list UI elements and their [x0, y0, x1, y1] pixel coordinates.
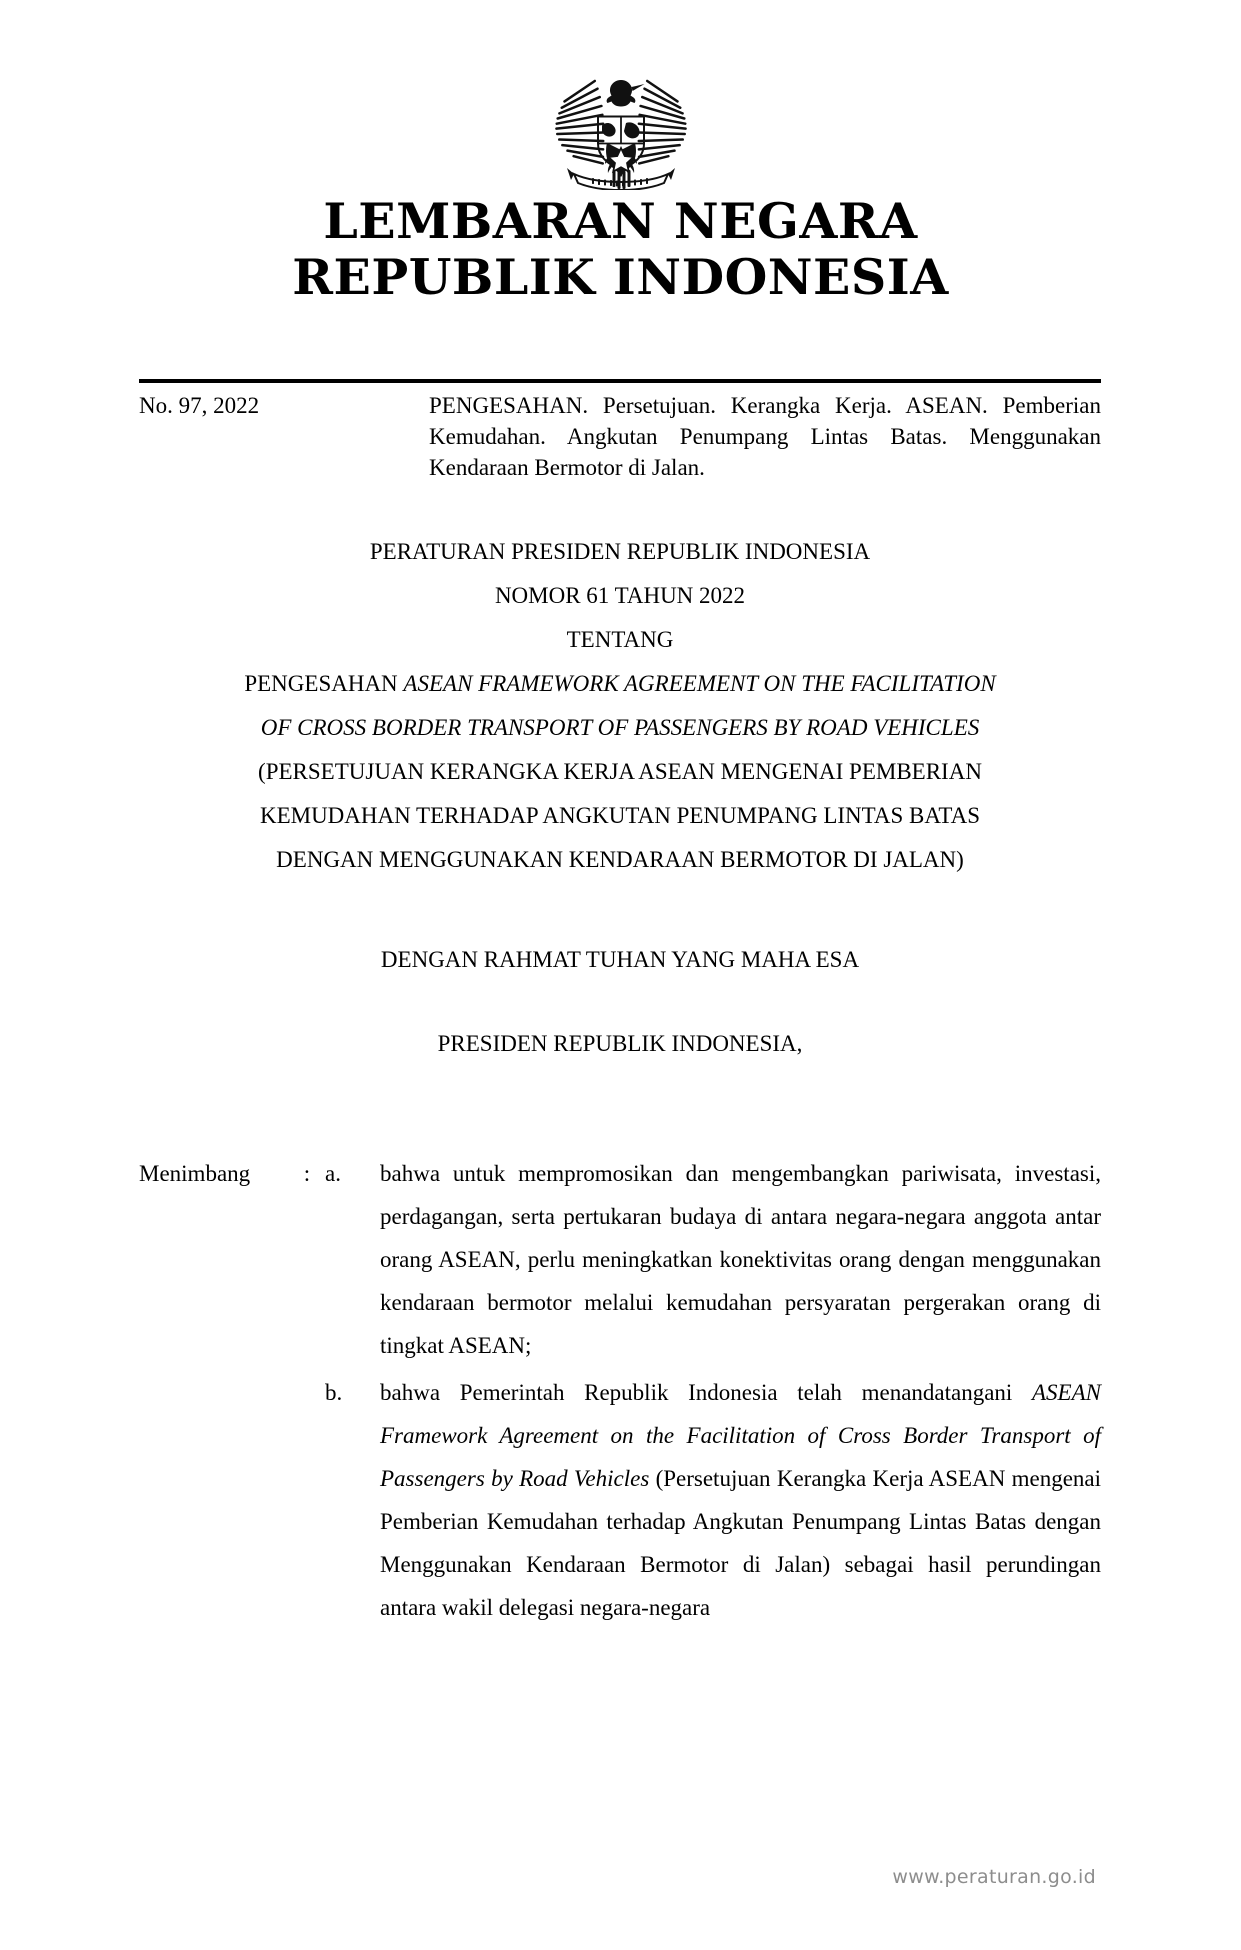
considering-item-b: [139, 1371, 1101, 1629]
considering-item-letter-a: a.: [325, 1161, 341, 1186]
long-title-italic-2: OF CROSS BORDER TRANSPORT OF PASSENGERS BY ROAD VEHICLES: [260, 715, 980, 740]
gazette-metadata: [139, 390, 1101, 483]
considering-label: Menimbang: [139, 1161, 251, 1186]
masthead: [0, 193, 1241, 305]
masthead-divider: [139, 379, 1101, 383]
long-title-line-4: KEMUDAHAN TERHADAP ANGKUTAN PENUMPANG LINTAS BATAS: [259, 803, 981, 828]
considering-b-italic: ASEAN Framework Agreement on the Facilitation of Cross Border Transport of Passengers by Road Vehicles: [380, 1380, 1101, 1491]
long-title-italic-1: ASEAN FRAMEWORK AGREEMENT ON THE FACILITATION: [403, 671, 996, 696]
president-line: PRESIDEN REPUBLIK INDONESIA,: [437, 1031, 803, 1056]
considering-b-post: (Persetujuan Kerangka Kerja ASEAN mengenai Pemberian Kemudahan terhadap Angkutan Penumpang Lintas Batas dengan Menggunakan Kendaraan Bermotor di Jalan) sebagai hasil perundingan antara wakil delegasi negara-negara: [380, 1466, 1101, 1620]
considering-item-a: [139, 1152, 1101, 1367]
footer-watermark: www.peraturan.go.id: [892, 1866, 1096, 1888]
considering-item-text-a: bahwa untuk mempromosikan dan mengembangkan pariwisata, investasi, perdagangan, serta pertukaran budaya di antara negara-negara anggota antar orang ASEAN, perlu meningkatkan konektivitas orang dengan menggunakan kendaraan bermotor melalui kemudahan persyaratan pergerakan orang di tingkat ASEAN;: [380, 1161, 1101, 1358]
considering-item-text-b: [380, 1371, 1101, 1629]
blessing-line: DENGAN RAHMAT TUHAN YANG MAHA ESA: [380, 947, 860, 972]
gazette-subject: PENGESAHAN. Persetujuan. Kerangka Kerja. ASEAN. Pemberian Kemudahan. Angkutan Penumpang Lintas Batas. Menggunakan Kendaraan Bermotor di Jalan.: [429, 393, 1101, 480]
title-number-line: NOMOR 61 TAHUN 2022: [494, 583, 746, 608]
title-regulation-line: PERATURAN PRESIDEN REPUBLIK INDONESIA: [369, 539, 871, 564]
gazette-number: No. 97, 2022: [139, 393, 260, 418]
considering-b-pre: bahwa Pemerintah Republik Indonesia telah menandatangani: [380, 1380, 1032, 1405]
considering-colon: :: [303, 1161, 311, 1186]
considering-item-letter-b: b.: [325, 1380, 343, 1405]
masthead-line-2: REPUBLIK INDONESIA: [292, 248, 949, 306]
title-about-line: TENTANG: [566, 627, 674, 652]
considering-section: [139, 1152, 1101, 1629]
garuda-pancasila-emblem: [546, 58, 696, 190]
long-title-line-5: DENGAN MENGGUNAKAN KENDARAAN BERMOTOR DI JALAN): [276, 847, 964, 872]
long-title-block: [120, 662, 1120, 882]
long-title-prefix: PENGESAHAN: [244, 671, 404, 696]
long-title-line-2: [120, 706, 1120, 750]
long-title-line-3: (PERSETUJUAN KERANGKA KERJA ASEAN MENGENAI PEMBERIAN: [258, 759, 982, 784]
long-title-line-1: [120, 662, 1120, 706]
emblem-container: [0, 58, 1241, 190]
regulation-title-block: [120, 530, 1120, 662]
masthead-line-1: LEMBARAN NEGARA: [323, 192, 918, 250]
